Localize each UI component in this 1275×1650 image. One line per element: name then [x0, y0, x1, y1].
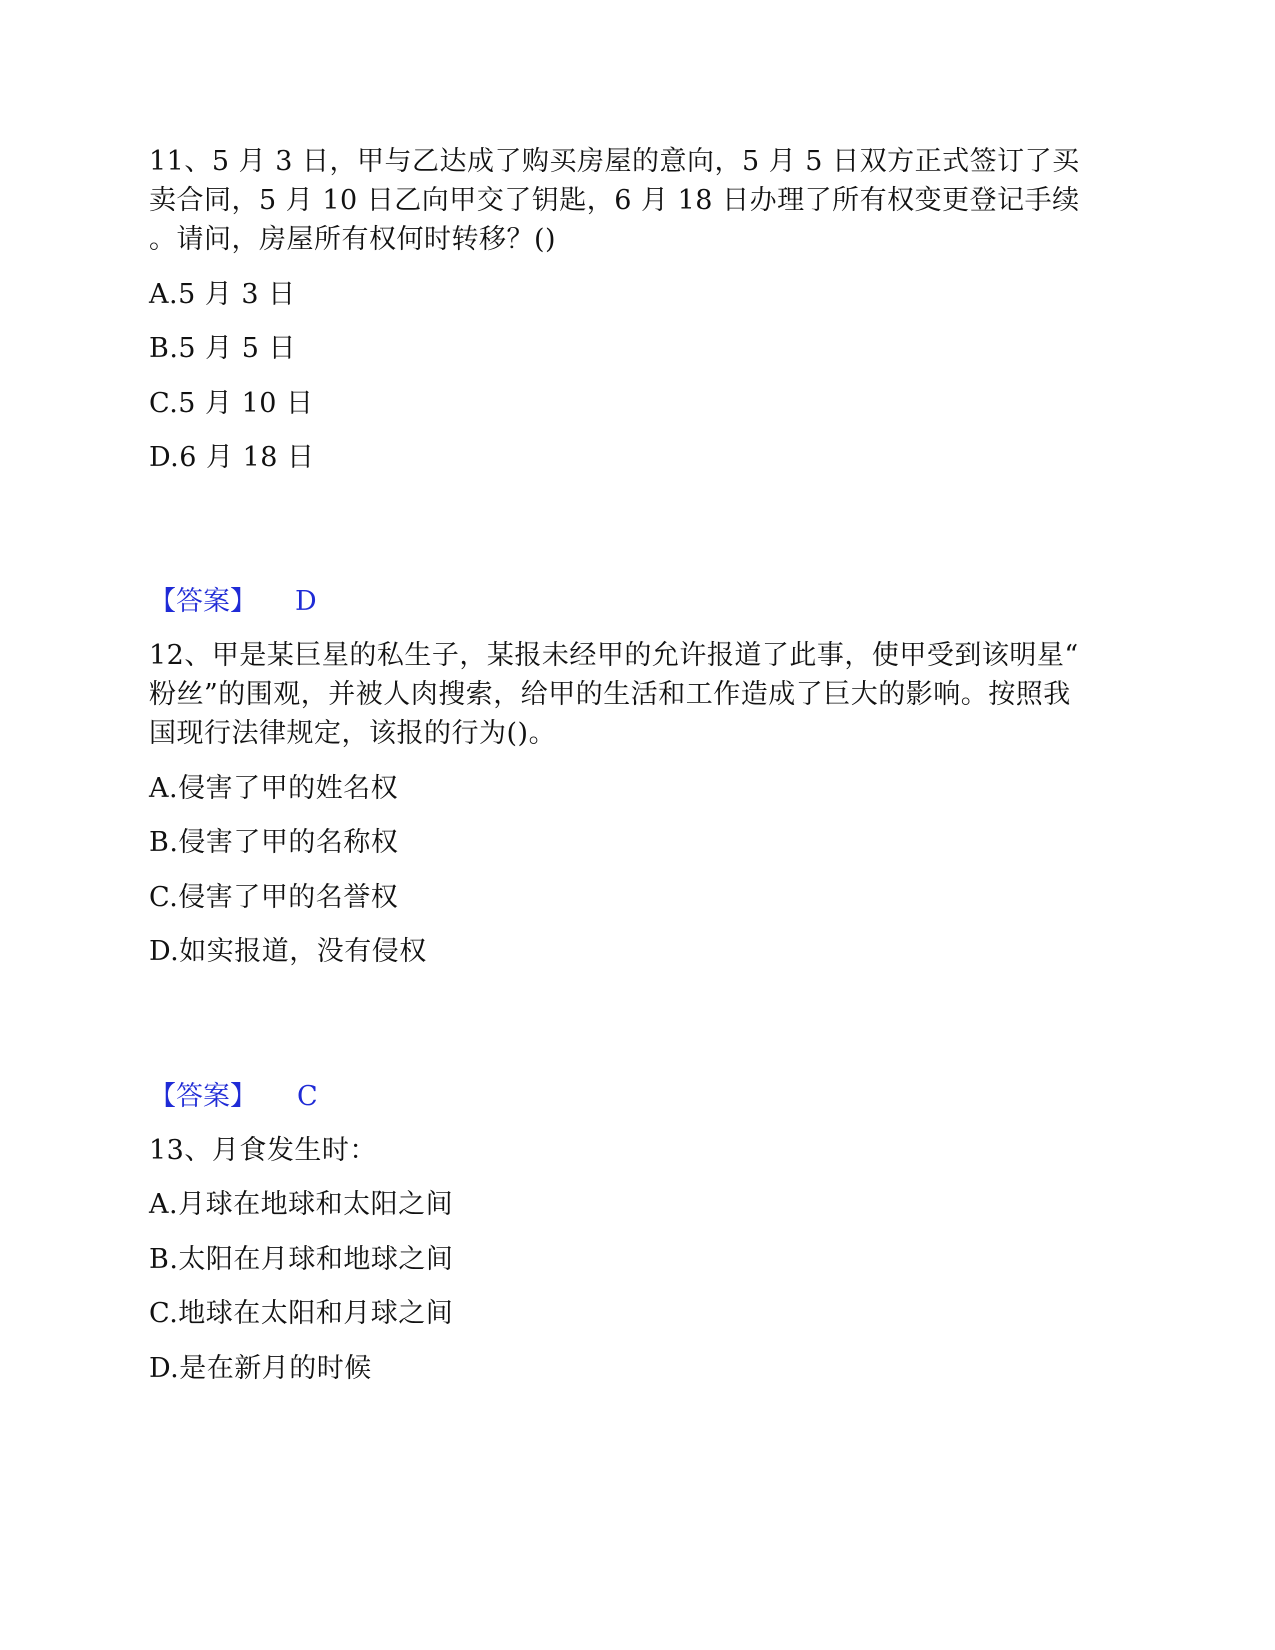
question-13-option-d: D.是在新月的时候 — [149, 1353, 372, 1384]
question-11-option-d: D.6 月 18 日 — [149, 442, 315, 473]
question-11-line-2: 卖合同，5 月 10 日乙向甲交了钥匙，6 月 18 日办理了所有权变更登记手续 — [149, 185, 1080, 216]
question-11-option-a: A.5 月 3 日 — [149, 279, 296, 310]
question-12-option-a: A.侵害了甲的姓名权 — [149, 773, 399, 804]
question-12-line-1: 12、甲是某巨星的私生子，某报未经甲的允许报道了此事，使甲受到该明星“ — [149, 640, 1079, 671]
question-12-option-b: B.侵害了甲的名称权 — [149, 827, 399, 858]
question-12-option-d: D.如实报道，没有侵权 — [149, 936, 427, 967]
question-13-option-a: A.月球在地球和太阳之间 — [149, 1189, 454, 1220]
answer-label: 【答案】 — [149, 1081, 257, 1112]
question-13-option-c: C.地球在太阳和月球之间 — [149, 1298, 454, 1329]
question-12-answer — [149, 1077, 318, 1117]
question-11-answer — [149, 582, 317, 622]
answer-value: D — [295, 586, 317, 617]
answer-value: C — [297, 1081, 318, 1112]
question-11-line-3: 。请问，房屋所有权何时转移？() — [149, 224, 557, 255]
question-13-option-b: B.太阳在月球和地球之间 — [149, 1244, 454, 1275]
question-12-line-2: 粉丝”的围观，并被人肉搜索，给甲的生活和工作造成了巨大的影响。按照我 — [149, 679, 1071, 710]
question-11-line-1: 11、5 月 3 日，甲与乙达成了购买房屋的意向，5 月 5 日双方正式签订了买 — [149, 146, 1080, 177]
question-11-option-c: C.5 月 10 日 — [149, 388, 314, 419]
question-12-option-c: C.侵害了甲的名誉权 — [149, 882, 399, 913]
answer-label: 【答案】 — [149, 586, 257, 617]
question-12-line-3: 国现行法律规定，该报的行为()。 — [149, 718, 557, 749]
question-11-option-b: B.5 月 5 日 — [149, 333, 297, 364]
question-13-line-1: 13、月食发生时： — [149, 1135, 377, 1166]
